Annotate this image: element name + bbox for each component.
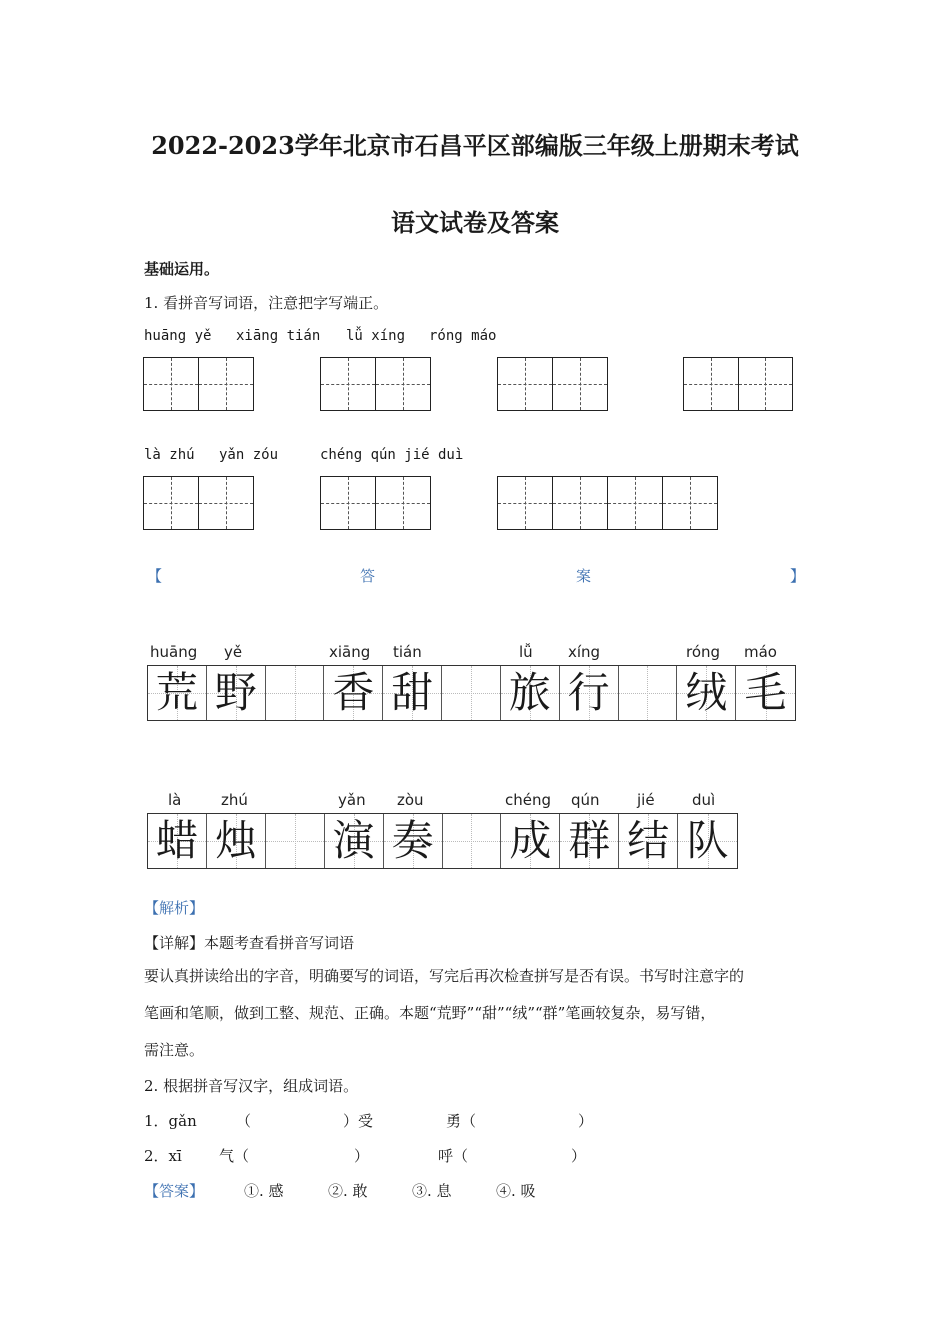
answer-item: ①. 感: [244, 1182, 284, 1200]
answer-strip: [147, 813, 738, 869]
answer-pinyin: zòu: [397, 791, 424, 809]
q2-blank-close: ）受: [343, 1112, 374, 1130]
answer-char: 香: [332, 668, 375, 717]
answer-label: 案: [576, 567, 592, 585]
answer-char: 烛: [214, 816, 257, 865]
pinyin-label: huāng yě: [144, 328, 212, 344]
answer-char-cell: [207, 666, 266, 720]
answer-char: 队: [686, 816, 729, 865]
answer-pinyin: qún: [571, 791, 600, 809]
empty-cell: [619, 666, 678, 720]
analysis-line: 笔画和笔顺，做到工整、规范、正确。本题“荒野”“甜”“绒”“群”笔画较复杂，易写错，: [144, 1004, 716, 1022]
answer-char: 野: [214, 668, 257, 717]
answer-bracket-close: 】: [790, 567, 806, 585]
answer-pinyin: jié: [637, 791, 655, 809]
answer-pinyin: chéng: [505, 791, 552, 809]
answer-char-cell: [384, 814, 443, 868]
page-subtitle: 语文试卷及答案: [391, 208, 559, 237]
answer-char: 群: [568, 816, 611, 865]
answer-pinyin: lǚ: [519, 643, 533, 661]
answer-char: 行: [567, 668, 610, 717]
answer-char-cell: [325, 814, 384, 868]
answer-pinyin: xíng: [568, 643, 601, 661]
writing-box[interactable]: [320, 357, 431, 411]
answer-char: 旅: [508, 668, 551, 717]
answer-pinyin: tián: [393, 643, 422, 661]
q2-blank-close: ）: [354, 1147, 370, 1165]
question-1-prompt: 1. 看拼音写词语，注意把字写端正。: [144, 294, 389, 312]
answer-char-cell: [560, 666, 619, 720]
empty-cell: [266, 814, 325, 868]
answer-char-cell: [560, 814, 619, 868]
page-title: 2022-2023学年北京市石昌平区部编版三年级上册期末考试: [151, 131, 799, 160]
section-heading: 基础运用。: [144, 260, 220, 278]
q2-blank-open: （: [236, 1112, 252, 1130]
empty-cell: [442, 666, 501, 720]
pinyin-label: chéng qún jié duì: [320, 447, 464, 463]
answer-char-cell: [383, 666, 442, 720]
writing-box[interactable]: [683, 357, 793, 411]
answer-tag: 【答案】: [144, 1182, 205, 1200]
answer-char-cell: [678, 814, 737, 868]
question-2-prompt: 2. 根据拼音写汉字，组成词语。: [144, 1077, 359, 1095]
answer-pinyin: huāng: [150, 643, 198, 661]
empty-cell: [443, 814, 502, 868]
pinyin-label: róng máo: [429, 328, 497, 344]
pinyin-label: xiāng tián: [236, 328, 321, 344]
pinyin-label: lǚ xíng: [346, 328, 406, 344]
writing-box[interactable]: [143, 476, 254, 530]
answer-char-cell: [324, 666, 383, 720]
q2-blank-close: ）: [571, 1147, 587, 1165]
answer-item: ④. 吸: [496, 1182, 536, 1200]
answer-bracket-open: 【: [147, 567, 163, 585]
answer-item: ②. 敢: [328, 1182, 368, 1200]
answer-char: 蜡: [155, 816, 198, 865]
q2-item-number: 2．xī: [144, 1147, 182, 1165]
answer-pinyin: máo: [744, 643, 777, 661]
answer-char-cell: [501, 814, 560, 868]
answer-label: 答: [360, 567, 376, 585]
q2-item-number: 1．gǎn: [144, 1112, 197, 1130]
answer-char: 奏: [391, 816, 434, 865]
analysis-line: 要认真拼读给出的字音，明确要写的词语，写完后再次检查拼写是否有误。书写时注意字的: [144, 967, 745, 985]
pinyin-label: yǎn zóu: [219, 447, 279, 463]
q2-word: 气（: [219, 1147, 250, 1165]
answer-char: 甜: [391, 668, 434, 717]
pinyin-label: là zhú: [144, 447, 195, 463]
answer-pinyin: là: [168, 791, 182, 809]
q2-word: 呼（: [438, 1147, 469, 1165]
analysis-paragraph: [144, 958, 808, 1069]
answer-char-cell: [677, 666, 736, 720]
analysis-tag: 【解析】: [144, 899, 205, 917]
answer-char-cell: [501, 666, 560, 720]
analysis-line: 需注意。: [144, 1041, 205, 1059]
writing-box[interactable]: [320, 476, 431, 530]
answer-char: 演: [332, 816, 375, 865]
answer-pinyin: yǎn: [338, 791, 366, 809]
answer-char-cell: [619, 814, 678, 868]
answer-char: 荒: [155, 668, 198, 717]
answer-pinyin: duì: [692, 791, 716, 809]
analysis-detail: 【详解】本题考查看拼音写词语: [144, 934, 355, 952]
answer-pinyin: zhú: [221, 791, 248, 809]
empty-cell: [266, 666, 325, 720]
answer-char: 结: [627, 816, 670, 865]
answer-char-cell: [207, 814, 266, 868]
writing-box[interactable]: [143, 357, 254, 411]
answer-char-cell: [148, 666, 207, 720]
answer-char: 绒: [685, 668, 728, 717]
answer-pinyin: yě: [224, 643, 243, 661]
answer-char-cell: [736, 666, 795, 720]
answer-char: 毛: [744, 668, 787, 717]
q2-word: 勇（: [446, 1112, 477, 1130]
answer-pinyin: xiāng: [329, 643, 371, 661]
answer-item: ③. 息: [412, 1182, 452, 1200]
answer-strip: [147, 665, 796, 721]
q2-blank-close: ）: [578, 1112, 594, 1130]
answer-char-cell: [148, 814, 207, 868]
answer-pinyin: róng: [686, 643, 721, 661]
writing-box[interactable]: [497, 476, 718, 530]
answer-char: 成: [509, 816, 552, 865]
writing-box[interactable]: [497, 357, 608, 411]
